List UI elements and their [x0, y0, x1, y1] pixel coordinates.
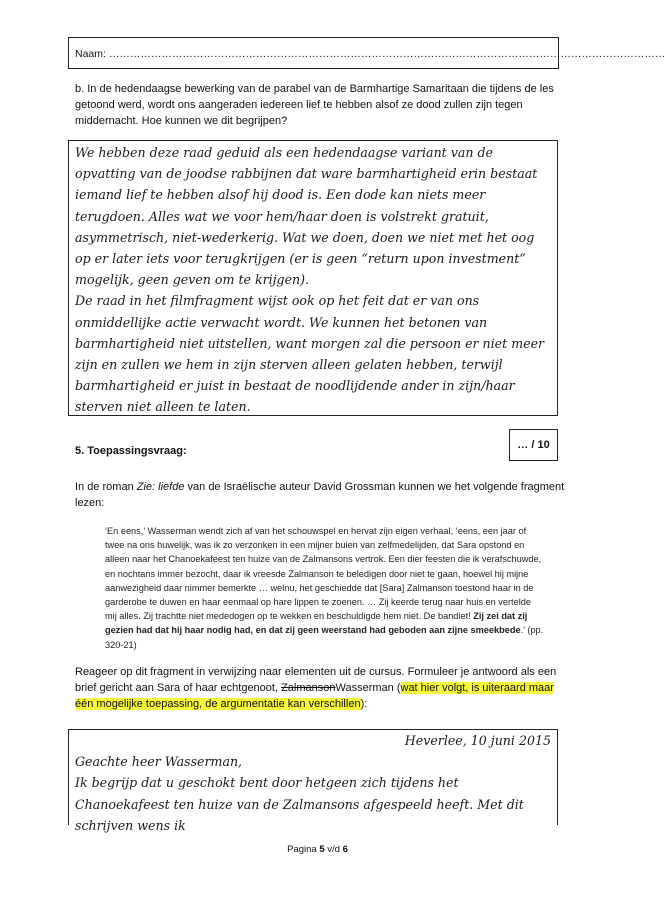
page-footer	[0, 844, 635, 855]
letter-body: Ik begrijp dat u geschokt bent door hetgeen zich tijdens het Chanoekafeest ten huize van de Zalmansons afgespeeld heeft. Met dit schrijven wens ik	[75, 775, 524, 833]
footer-page: 5	[319, 844, 325, 855]
answer-b-paragraph-2: De raad in het filmfragment wijst ook op het feit dat er van ons onmiddellijke actie verwacht wordt. We kunnen het betonen van barmhartigheid niet uitstellen, want morgen zal die persoon er niet meer zijn en zullen we hem in zijn sterven alleen gelaten hebben, terwijl barmhartigheid er juist in bestaat de noodlijdende ander in zijn/haar sterven niet alleen te laten.	[75, 293, 545, 415]
intro-paragraph	[75, 480, 565, 512]
name-field-label: Naam: ……………………………………………………………………………………………………………………………………………	[75, 48, 665, 60]
footer-prefix: Pagina	[287, 844, 320, 855]
instruction-after: Wasserman (	[335, 681, 401, 694]
section-title: 5. Toepassingsvraag:	[75, 445, 187, 457]
instruction-end: ):	[360, 697, 368, 710]
footer-middle: v/d	[324, 844, 343, 855]
instruction-paragraph	[75, 665, 565, 712]
book-title: Zie: liefde	[136, 481, 185, 493]
quote-bold: Zij zei dat zij gezien had dat hij haar nodig had, en dat zij geen weerstand had geboden aan zijne smeekbede	[105, 611, 528, 636]
intro-before: In de roman	[75, 481, 137, 493]
score-box	[509, 429, 558, 461]
block-quote	[105, 524, 545, 652]
intro-after: van de Israëlische auteur David Grossman kunnen we het volgende fragment lezen:	[75, 481, 565, 509]
quote-end: .’ (pp. 320-21)	[105, 625, 544, 650]
quote-text: ‘En eens,’ Wasserman wendt zich af van het schouwspel en hervat zijn eigen verhaal, ‘eens, een jaar of twee na ons huwelijk, was ik zo verzonken in een mijner buien van zelfmedelijden, dat Sara opstond en alleen naar het Chanoekafeest ten huize van de Zalmansons vertrok. Een dier feesten die ik verafschuwde, en nochtans immer bezocht, daar ik vreesde Zalmanson te beledigen door niet te gaan, hoewel hij mijne aanwezigheid daar nimmer bemerkte … welnu, het geschiedde dat [Sara] Zalmanson toestond haar in de garderobe te duwen en haar eenmaal op hare lippen te zoenen. … Zij keerde terug naar huis en vertelde mij alles. Zij trachtte niet mededogen op te wekken en beschuldigde hem niet. De bandiet!	[105, 526, 542, 622]
name-field[interactable]	[68, 37, 665, 69]
highlighted-note: wat hier volgt, is uiteraard maar één mogelijke toepassing, de argumentatie kan verschillen	[75, 681, 554, 710]
score-label: … / 10	[517, 439, 550, 451]
question-b: b. In de hedendaagse bewerking van de parabel van de Barmhartige Samaritaan die tijdens de les getoond werd, wordt ons aangeraden iedereen lief te hebben alsof ze dood zullen zijn tegen middernacht. Hoe kunnen we dit begrijpen?	[75, 83, 554, 127]
answer-b-box	[68, 140, 558, 416]
letter-box	[68, 729, 558, 833]
letter-date: Heverlee, 10 juni 2015	[404, 733, 551, 748]
footer-total: 6	[342, 844, 348, 855]
struck-name: Zalmanson	[281, 681, 336, 694]
answer-b-paragraph-1: We hebben deze raad geduid als een hedendaagse variant van de opvatting van de joodse rabbijnen dat ware barmhartigheid erin bestaat iemand lief te hebben alsof hij dood is. Een dode kan niets meer terugdoen. Alles wat we voor hem/haar doen is volstrekt gratuit, asymmetrisch, niet-wederkerig. Wat we doen, doen we niet met het oog op er later iets voor terugkrijgen (er is geen “return upon investment” mogelijk, geen geven om te krijgen).	[75, 145, 538, 288]
letter-salutation: Geachte heer Wasserman,	[75, 754, 243, 770]
instruction-before: Reageer op dit fragment in verwijzing naar elementen uit de cursus. Formuleer je antwoord als een brief gericht aan Sara of haar echtgenoot,	[75, 666, 557, 694]
